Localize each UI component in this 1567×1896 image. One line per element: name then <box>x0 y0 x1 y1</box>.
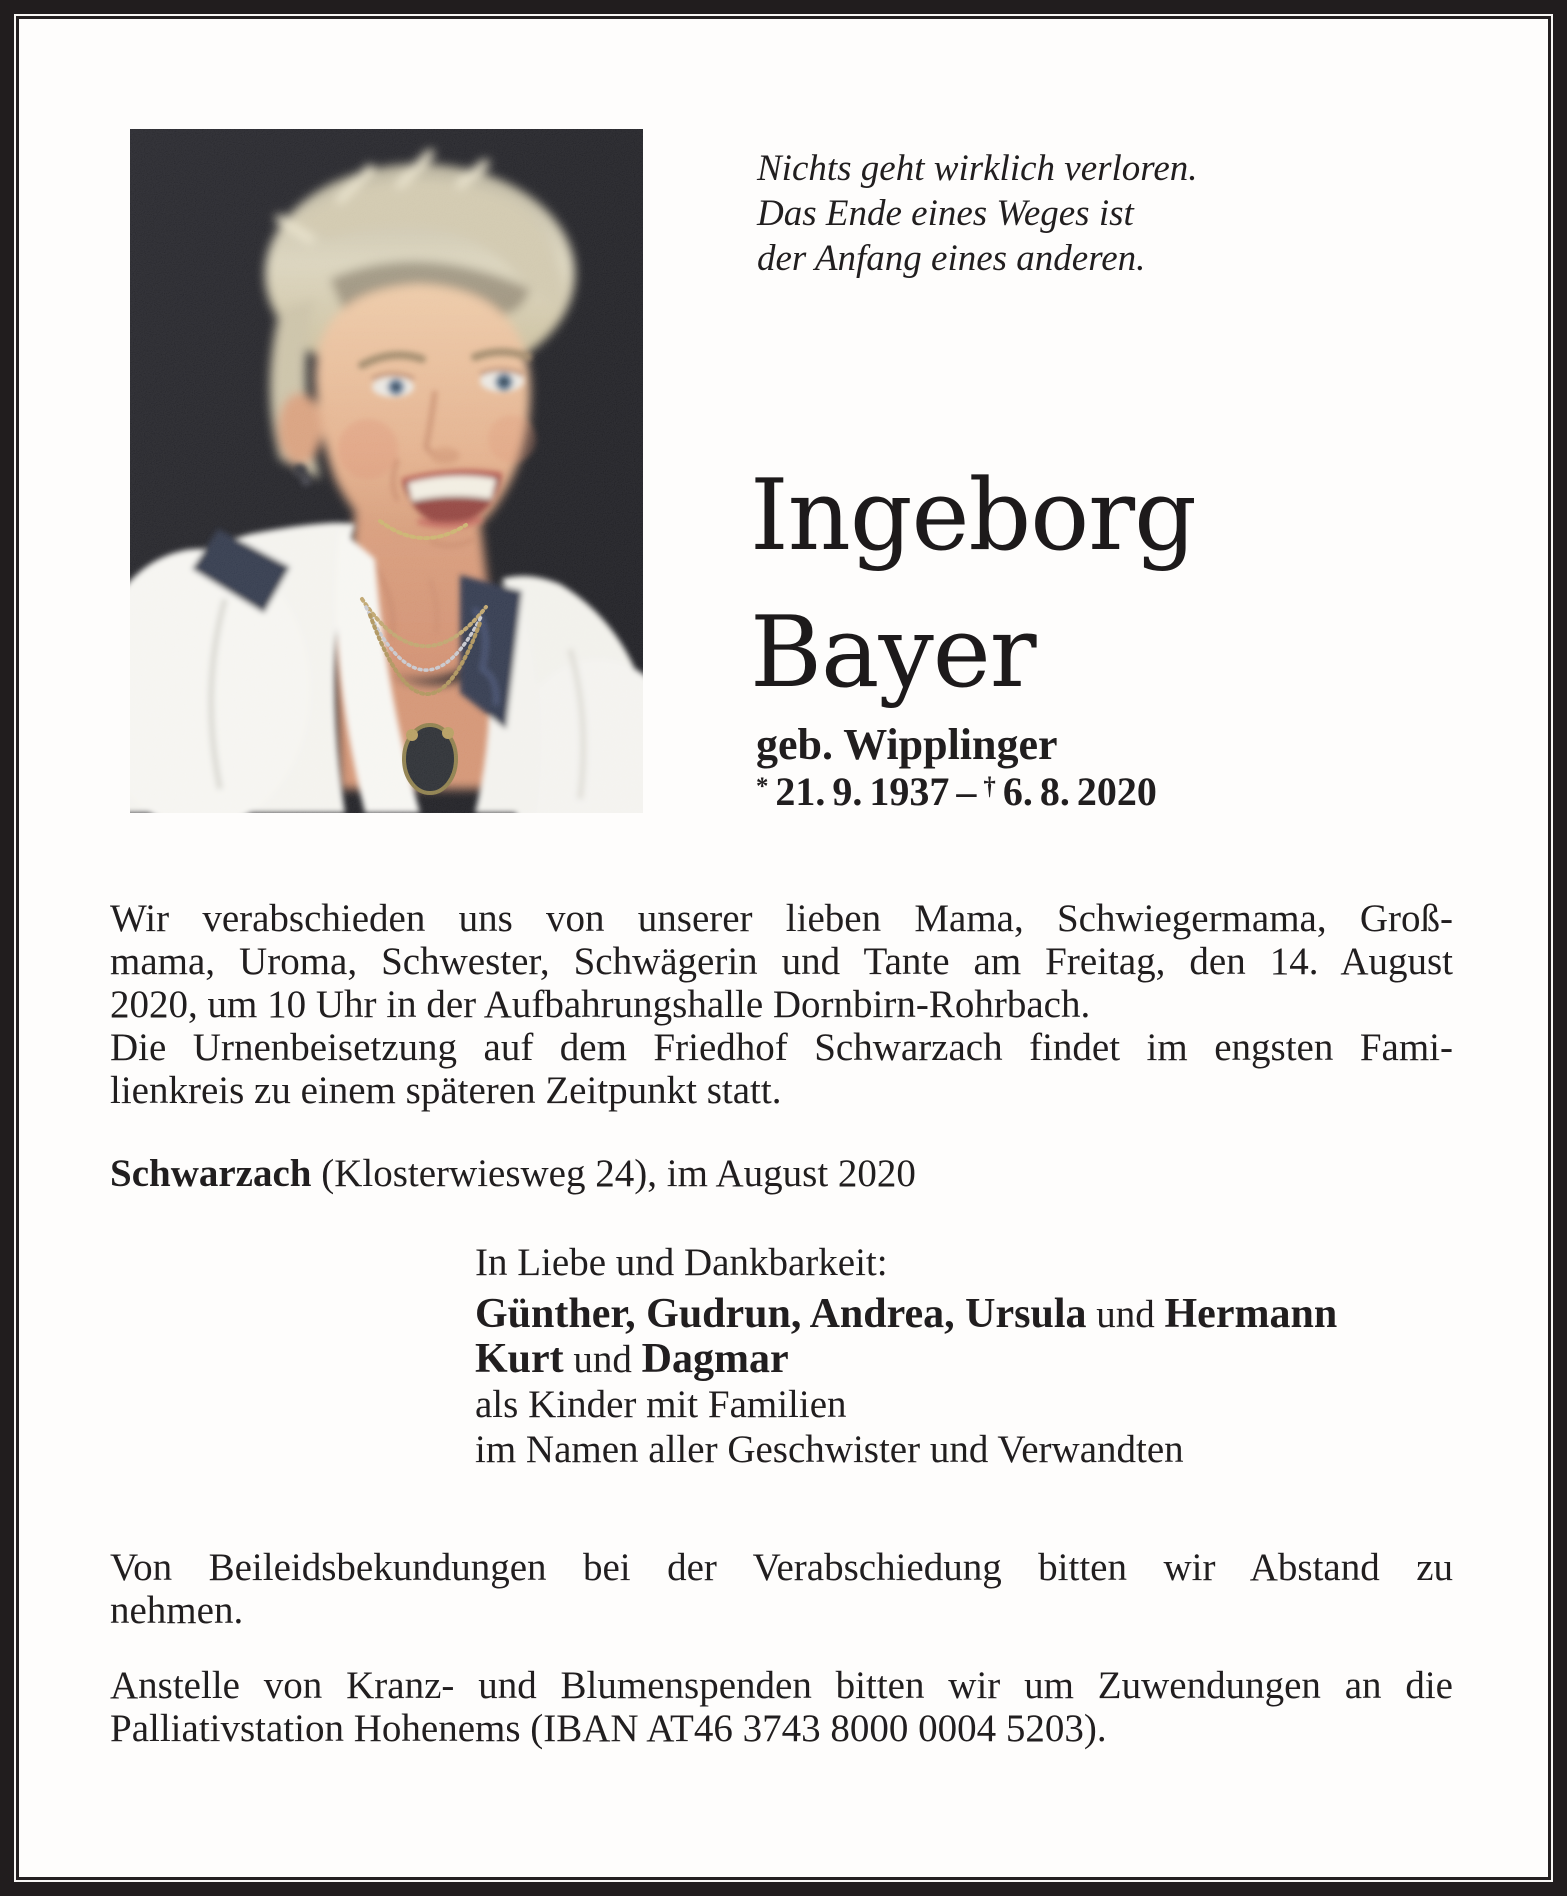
children-line-1 <box>475 1292 1337 1337</box>
children-names-3: Kurt <box>475 1336 564 1382</box>
mourners-block <box>475 1240 1337 1472</box>
portrait-photo-art <box>130 129 643 813</box>
portrait-photo <box>130 129 643 813</box>
epigraph-line-1: Nichts geht wirklich verloren. <box>757 148 1198 189</box>
dateline-rest: (Klosterwiesweg 24), im August 2020 <box>311 1152 916 1195</box>
death-cross-symbol: † <box>983 772 996 800</box>
donation-paragraph <box>110 1664 1453 1750</box>
announcement-line-4: Die Urnenbeisetzung auf dem Friedhof Schwarzach findet im engsten Fami- <box>110 1026 1453 1069</box>
epigraph-line-2: Das Ende eines Weges ist <box>757 193 1134 234</box>
deceased-last-name: Bayer <box>750 596 1036 710</box>
announcement-line-1: Wir verabschieden uns von unserer lieben Mama, Schwiegermama, Groß- <box>110 897 1453 940</box>
maiden-name: geb. Wipplinger <box>756 720 1058 769</box>
gratitude-intro: In Liebe und Dankbarkeit: <box>475 1241 888 1284</box>
birth-date: 21. 9. 1937 <box>775 769 950 814</box>
epigraph-line-3: der Anfang eines anderen. <box>757 238 1146 279</box>
announcement-line-2: mama, Uroma, Schwester, Schwägerin und Tante am Freitag, den 14. August <box>110 940 1453 983</box>
dateline <box>110 1152 1453 1195</box>
donation-line-2: Palliativstation Hohenems (IBAN AT46 3743 8000 0004 5203). <box>110 1707 1107 1750</box>
announcement-line-3: 2020, um 10 Uhr in der Aufbahrungshalle Dornbirn-Rohrbach. <box>110 983 1091 1026</box>
children-names-2: Hermann <box>1164 1291 1338 1337</box>
birth-star-symbol: * <box>756 772 769 800</box>
deceased-first-name: Ingeborg <box>750 459 1196 573</box>
children-names-1: Günther, Gudrun, Andrea, Ursula <box>475 1291 1087 1337</box>
relation-line-2: im Namen aller Geschwister und Verwandten <box>475 1428 1184 1471</box>
deceased-name <box>750 448 1196 722</box>
dates-separator: – <box>956 769 977 814</box>
death-date: 6. 8. 2020 <box>1002 769 1157 814</box>
announcement-line-5: lienkreis zu einem späteren Zeitpunkt statt. <box>110 1069 782 1112</box>
epigraph <box>757 146 1198 281</box>
relation-line-1: als Kinder mit Familien <box>475 1383 847 1426</box>
life-dates <box>756 768 1157 815</box>
dateline-place: Schwarzach <box>110 1152 312 1195</box>
donation-line-1: Anstelle von Kranz- und Blumenspenden bitten wir um Zuwendungen an die <box>110 1664 1453 1707</box>
condolence-paragraph <box>110 1546 1453 1632</box>
conjunction-1: und <box>1086 1293 1165 1336</box>
announcement-paragraph <box>110 897 1453 1112</box>
condolence-line-2: nehmen. <box>110 1589 244 1632</box>
children-names-4: Dagmar <box>641 1336 789 1382</box>
conjunction-2: und <box>563 1338 642 1381</box>
mourners-lines <box>475 1292 1337 1472</box>
condolence-line-1: Von Beileidsbekundungen bei der Verabschiedung bitten wir Abstand zu <box>110 1546 1453 1589</box>
children-line-2 <box>475 1337 1337 1382</box>
